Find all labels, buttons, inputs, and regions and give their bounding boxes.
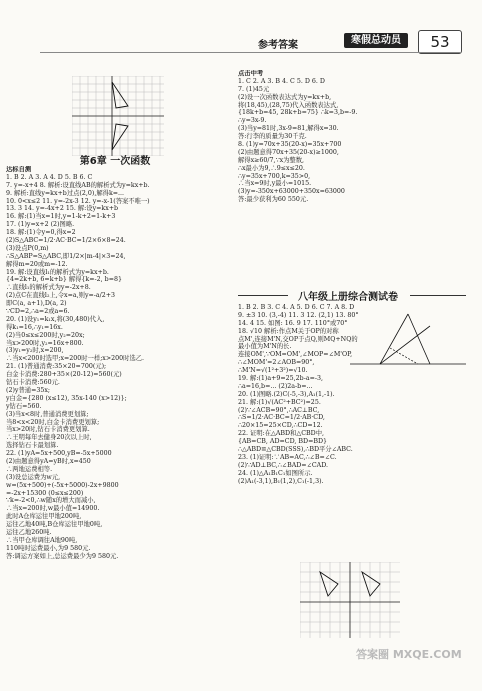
answer-line: 1. B 2. A 3. A 4. D 5. B 6. C <box>6 173 93 181</box>
header-label: 参考答案 <box>258 40 298 51</box>
answer-line: (2)设一次函数表达式为y=kx+b, <box>238 93 332 101</box>
answer-line: (2)∵AD⊥BC,∴∠BAD=∠CAD. <box>238 461 329 469</box>
header-title: 寒假总动员 <box>344 33 408 48</box>
answer-line: ∴直线l₁的解析式为y=-2x+8. <box>6 284 91 292</box>
answer-line: 运往乙地260吨. <box>6 528 52 536</box>
answer-line: 19. 解:设直线l₁的解析式为y=kx+b. <box>6 268 109 276</box>
answer-line: 连接OM',∵OM=OM',∠MOP=∠M'OP, <box>238 351 353 359</box>
answer-line: 20. (1)设y₁=k₁x,将(30,480)代入, <box>6 315 105 323</box>
transformation-grid-figure <box>300 562 400 638</box>
answer-line: ∵CD=2,∴a=2或a=6. <box>6 308 70 316</box>
answer-line: (3)设点P(0,m) <box>6 244 49 252</box>
answer-line: 达标自测 <box>6 166 32 173</box>
answer-line: 点M',连接M'N,交OP于点Q,则MQ+NQ的 <box>238 335 358 343</box>
answer-line: 23. (1)证明:∵AB=AC,∴∠B=∠C. <box>238 453 337 461</box>
chapter-title: 第6章 一次函数 <box>79 156 151 167</box>
answer-line: (2)∵∠ACB=90°,∴AC⊥BC, <box>238 406 320 414</box>
answer-line: ∵k=-2<0,∴w随x的增大而减小, <box>6 497 96 505</box>
answer-line: 14. 4 15. 如图: 16. 9 17. 110°或70° <box>238 319 348 327</box>
answer-line: (2)由题意得70x+35(20-x)≥1000, <box>238 148 339 156</box>
answer-line: 7. y=-x+4 8. 解析:设直线AB的解析式为y=kx+b. <box>6 181 150 189</box>
answer-line: 21. 解:(1)√(AC²+BC²)=25. <box>238 398 321 406</box>
answer-line: 8. (1)y=70x+35(20-x)=35x+700 <box>238 141 342 149</box>
answer-line: 22. 证明:在△ABD和△CBD中, <box>238 430 325 438</box>
angle-geometry-figure <box>350 312 468 368</box>
answer-line: 当x>200时,y₂=16x+800. <box>6 339 84 347</box>
answer-line: 白金卡消费:280+35×(20-12)=560(元) <box>6 371 122 379</box>
answer-line: (3)y₁=y₂时,x=200, <box>6 347 64 355</box>
answer-line: ∴M'N=√(1²+3²)=√10. <box>238 367 308 375</box>
right-answer-column-top <box>238 70 466 298</box>
answer-line: 当8<x<20时,白金卡消费更划算; <box>6 418 100 426</box>
answer-line: 即C(a, a+1),D(a, 2) <box>6 300 67 308</box>
answer-line: ∴S=1/2·AC·BC=1/2·AB·CD, <box>238 414 325 422</box>
answer-line: 运往乙地40吨,B仓库运往甲地0吨, <box>6 521 103 529</box>
answer-line: (2)S△ABC=1/2·AC·BC=1/2×6×8=24. <box>6 237 126 245</box>
answer-line: 24. (1)△A₁B₁C₁如图所示. <box>238 469 313 477</box>
answer-line: 9. ±3 10. (3,-4) 11. 3 12. (2,1) 13. 80° <box>238 311 359 319</box>
answer-line: 110吨时运费最小,为9 580元. <box>6 544 91 552</box>
answer-line: (3)当y=81时,3x-9=81,解得x=30. <box>238 125 339 133</box>
answer-line: 17. (1)y=x+2 (2)图略. <box>6 221 75 229</box>
answer-line: (2)A₁(-3,1),B₁(1,2),C₁(-1,3). <box>238 477 324 485</box>
answer-line: ∴当x=9时,y最小=1015. <box>238 180 312 188</box>
answer-line: 答:最少获利为60 550元. <box>238 196 309 204</box>
answer-line: {18k+b=45, 28k+b=75} ∴k=3,b=-9. <box>238 109 358 117</box>
answer-line: ∴20×15=25×CD,∴CD=12. <box>238 422 323 430</box>
answer-line: ∴两地运费相等. <box>6 465 53 473</box>
answer-line: 解得m=20或m=-12. <box>6 260 68 268</box>
answer-line: (2)y普通=35x; <box>6 386 51 394</box>
answer-line: ∴a=16,b=... (2)2a-b=... <box>238 382 313 390</box>
page-number: 53 <box>418 30 462 54</box>
answer-line: 9. 解析:直线y=kx+b过点(2,0),解得k=... <box>6 189 125 197</box>
watermark-text: 答案圈 MXQE.COM <box>356 648 462 661</box>
answer-line: 1. C 2. A 3. B 4. C 5. D 6. D <box>238 77 325 85</box>
answer-line: (2)由题意得yA=yB时,x=450 <box>6 457 91 465</box>
answer-line: 10. 0<x≤2 11. y=-2x-3 12. y=-x-1(答案不唯一) <box>6 197 150 205</box>
answer-line: 18. √10 解析:作点M关于OP的对称 <box>238 327 339 335</box>
answer-line: ∴当x=200时,w最小值=14900. <box>6 505 100 513</box>
answer-line: ∴y=35x+700,k=35>0, <box>238 172 311 180</box>
answer-line: 答:调运方案如上,总运费最少为9 580元. <box>6 552 119 560</box>
answer-line: 21. (1)普通消费:35×20=700(元); <box>6 363 107 371</box>
exam-section-title: 八年级上册综合测试卷 <box>298 292 398 303</box>
answer-line: ∴∠MOM'=2∠AOB=90°, <box>238 359 315 367</box>
answer-line: (2)点C在直线l₂上,令x=a,则y=-a/2+3 <box>6 292 116 300</box>
answer-line: y白金={280 (x≤12), 35x-140 (x>12)}; <box>6 394 127 402</box>
answer-line: 选择钻石卡最划算. <box>6 442 59 450</box>
answer-line: 18. 解:(1)令y=0,得x=2 <box>6 229 76 237</box>
answer-line: 19. 解:(1)a+9=25,2b-a=-3, <box>238 375 324 383</box>
answer-line: 解得x≥60/7,∵x为整数, <box>238 156 305 164</box>
answer-line: 当x>20时,钻石卡消费更划算. <box>6 426 90 434</box>
coordinate-grid-figure <box>72 76 164 156</box>
answer-line: 点击中考 <box>238 70 264 77</box>
answer-line: 答:行李的质量为30千克. <box>238 133 307 141</box>
left-answer-column <box>6 166 228 686</box>
answer-line: (3)设总运费为w元, <box>6 473 61 481</box>
answer-line: (2)当0≤x≤200时,y₂=20x; <box>6 331 85 339</box>
answer-line: 1. B 2. B 3. C 4. A 5. D 6. C 7. A 8. D <box>238 304 355 311</box>
answer-line: {AB=CB, AD=CD, BD=BD} <box>238 438 328 446</box>
answer-line: ∴当x<200时选甲;x=200时一样;x>200时选乙. <box>6 355 145 363</box>
answer-line: 将(18,45),(28,75)代入函数表达式, <box>238 101 339 109</box>
answer-line: ∴S△ABP=S△ABC,即1/2×|m-4|×3=24, <box>6 252 126 260</box>
answer-line: ∴x最小为9,∴9≤x≤20. <box>238 164 305 172</box>
answer-line: y钻石=560. <box>6 402 42 410</box>
answer-line: ∴△ABD≌△CBD(SSS),∴BD平分∠ABC. <box>238 446 353 454</box>
answer-line: 钻石卡消费:560元. <box>6 379 60 387</box>
answer-line: 20. (1)图略.(2)C(-5,-3),A₁(1,-1). <box>238 390 335 398</box>
answer-line: 最小值为M'N的长. <box>238 343 292 351</box>
answer-line: 13. 3 14. y=-4x+2 15. 解:设y=kx+b <box>6 205 119 213</box>
answer-line: ∴当甲仓库调往A地90吨, <box>6 536 78 544</box>
answer-line: ∴王明每年去健身20次以上时, <box>6 434 92 442</box>
answer-line: 16. 解:(1)当x=1时,y=1-k+2=1-k+3 <box>6 213 116 221</box>
exam-rule-right <box>410 295 466 296</box>
answer-line: {4=2k+b, 6=k+b} 解得{k=-2, b=8} <box>6 276 122 284</box>
answer-line: =-2x+15300 (0≤x≤200) <box>6 489 84 497</box>
answer-line: 22. (1)yA=5x+500,yB=-5x+5000 <box>6 450 112 458</box>
answer-line: 7. (1)45元 <box>238 85 270 93</box>
header-rule <box>40 52 460 53</box>
answer-line: 此时A仓库运往甲地200吨, <box>6 513 82 521</box>
answer-line: w=(5x+500)+(-5x+5000)-2x+9800 <box>6 481 119 489</box>
exam-rule-left <box>238 295 288 296</box>
answer-line: (3)当x<8时,普通消费更划算; <box>6 410 89 418</box>
answer-line: ∴y=3x-9. <box>238 117 267 125</box>
answer-line: (3)y=-350x+63000+350x=63000 <box>238 188 345 196</box>
answer-line: 得k₁=16,∴y₁=16x. <box>6 323 63 331</box>
